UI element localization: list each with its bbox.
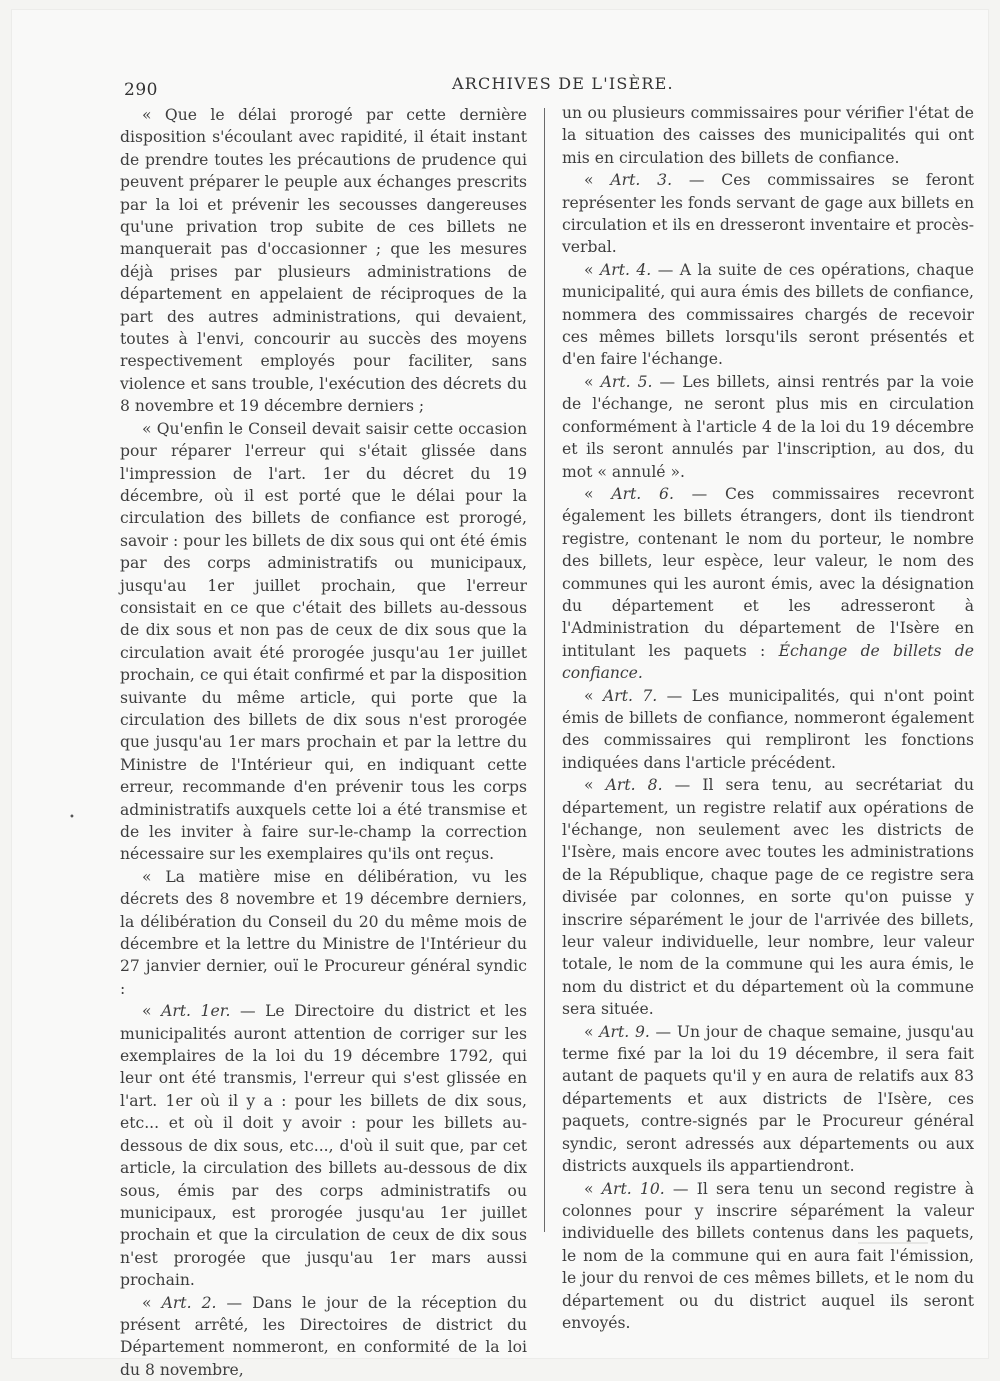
article-4 [562,259,974,371]
paragraph: « Qu'enfin le Conseil devait saisir cette occasion pour réparer l'erreur qui s'était glissée dans l'impression de l'art. 1er du décret du 19 décembre, où il est porté que le délai pour la circulation des billets de confiance est prorogé, savoir : pour les billets de dix sous qui ont été émis par des corps administratifs ou municipaux, jusqu'au 1er juillet prochain, que l'erreur consistait en ce que c'était des billets au-dessous de dix sous et non pas de ceux de dix sous que la circulation avait été prorogée jusqu'au 1er juillet prochain, ce qui était confirmé et par la disposition suivante du même article, qui porte que la circulation des billets de dix sous n'est prorogée que jusqu'au 1er mars prochain et par la lettre du Ministre de l'Intérieur qui, en indiquant cette erreur, recommande d'en prévenir tous les corps administratifs auxquels cette loi a été transmise et de les inviter à faire sur-le-champ la correction nécessaire sur les exemplaires qu'ils ont reçus. [120,419,527,864]
article-label: Art. 6. [611,484,674,503]
quote-mark: « [584,1179,602,1198]
paragraph-continued: un ou plusieurs commissaires pour vérifier l'état de la situation des caisses des municipalités qui ont mis en circulation des billets de confiance. [562,104,974,167]
article-text: — Le Directoire du district et les municipalités auront attention de corriger sur les exemplaires de la loi du 19 décembre 1792, qui leur ont été transmis, l'erreur qui s'est glissée en l'art. 1er où il y a : pour les billets de dix sous, etc... et où il doit y avoir : pour les billets au-dessous de dix sous, etc..., d'où il suit que, par cet article, la circulation des billets au-dessous de dix sous, émis par des corps administratifs ou municipaux, est prorogée jusqu'au 1er juillet prochain et que la circulation de ceux de dix sous n'est prorogée que jusqu'au 1er mars aussi prochain. [120,1002,527,1290]
faint-scan-mark [858,1242,928,1244]
article-label: Art. 2. [161,1293,217,1312]
article-text: — Il sera tenu, au secrétariat du département, un registre relatif aux opérations de l'échange, non seulement avec les districts de l'Isère, mais encore avec toutes les administrations de la République, chaque page de ce registre sera divisée par colonnes, en sorte qu'on puisse y inscrire séparément le jour de l'arrivée des billets, leur valeur individuelle, leur nombre, leur valeur totale, le nom de la commune qui les aura émis, le nom du district et du département où la commune sera située. [562,776,974,1019]
article-label: Art. 1er. [161,1002,231,1021]
article-9 [562,1021,974,1178]
article-label: Art. 4. [600,260,652,279]
right-column [562,102,974,1334]
article-label: Art. 10. [601,1179,665,1198]
article-label: Art. 9. [599,1022,650,1041]
article-text: — Ces commissaires recevront également les billets étrangers, dont ils tiendront registre, contenant le nom du porteur, le nombre des billets, leur espèce, leur valeur, le nom des communes qui les auront émis, avec la désignation du département et les adresseront à l'Administration du département de l'Isère en intitulant les paquets : [562,484,974,660]
article-8 [562,774,974,1020]
italic-title: Échange de billets de confiance. [562,641,974,683]
scanned-page [12,10,988,1379]
quote-mark: « [584,372,601,391]
quote-mark: « [584,686,603,705]
article-label: Art. 5. [600,372,653,391]
article-text: — Un jour de chaque semaine, jusqu'au terme fixé par la loi du 19 décembre, il sera fait autant de paquets qu'il y en aura de relatifs aux 83 départements et aux districts de l'Isère, ces paquets, contre-signés par le Procureur général syndic, seront adressés aux départements ou aux districts auxquels ils appartiendront. [562,1022,975,1176]
article-6 [562,483,974,685]
margin-mark: • [69,812,75,823]
article-3 [562,169,974,259]
article-5 [562,371,974,483]
quote-mark: « [584,1022,600,1041]
article-text: — Il sera tenu un second registre à colonnes pour y inscrire séparément la valeur individuelle des billets contenus dans les paquets, le nom de la commune qui en aura fait l'émission, le jour du renvoi de ces mêmes billets, et le nom du département ou du district auquel ils seront envoyés. [562,1179,975,1332]
article-text: — Les municipalités, qui n'ont point émis de billets de confiance, nommeront également des commissaires qui rempliront les fonctions indiquées dans l'article précédent. [562,686,974,772]
article-label: Art. 7. [602,686,658,705]
running-header: ARCHIVES DE L'ISÈRE. [452,74,674,93]
article-text: — Dans le jour de la réception du présent arrêté, les Directoires de district du Département nommeront, en conformité de la loi du 8 novembre, [120,1293,527,1379]
left-column [120,104,527,1381]
paragraph: « La matière mise en délibération, vu les décrets des 8 novembre et 19 décembre derniers, la délibération du Conseil du 20 du même mois de décembre et la lettre du Ministre de l'Intérieur du 27 janvier dernier, ouï le Procureur général syndic : [120,867,527,998]
article-label: Art. 8. [605,776,663,795]
quote-mark: « [584,484,612,503]
article-7 [562,685,974,775]
article-label: Art. 3. [610,171,673,190]
paragraph: « Que le délai prorogé par cette dernière disposition s'écoulant avec rapidité, il était instant de prendre toutes les précautions de prudence qui peuvent préparer le peuple aux échanges prescrits par la loi et prévenir les secousses dangereuses qu'une privation trop subite de ces billets ne manquerait pas d'occasionner ; que les mesures déjà prises par plusieurs administrations de département en appelaient de réciproques de la part des autres administrations, qui devaient, toutes à l'envi, concourir au succès des moyens respectivement employés pour faciliter, sans violence et sans trouble, l'exécution des décrets du 8 novembre et 19 décembre derniers ; [120,106,527,416]
article-10 [562,1178,974,1335]
quote-mark: « [584,260,600,279]
article-2 [120,1292,527,1381]
article-text: — Ces commissaires se feront représenter les fonds servant de gage aux billets en circulation et ils en dresseront inventaire et procès-verbal. [562,171,974,257]
quote-mark: « [584,171,611,190]
page-number: 290 [124,80,158,100]
column-divider [544,108,545,1232]
quote-mark: « [142,1293,162,1312]
article-text: — Les billets, ainsi rentrés par la voie de l'échange, ne seront plus mis en circulation conformément à l'article 4 de la loi du 19 décembre et ils seront annulés par l'inscription, au dos, du mot « annulé ». [562,372,974,481]
quote-mark: « [584,776,606,795]
article-1 [120,1000,527,1291]
article-text: — A la suite de ces opérations, chaque municipalité, qui aura émis des billets de confiance, nommera des commissaires chargés de recevoir ces mêmes billets lorsqu'ils seront présentés et d'en faire l'échange. [562,260,974,369]
quote-mark: « [142,1002,162,1021]
